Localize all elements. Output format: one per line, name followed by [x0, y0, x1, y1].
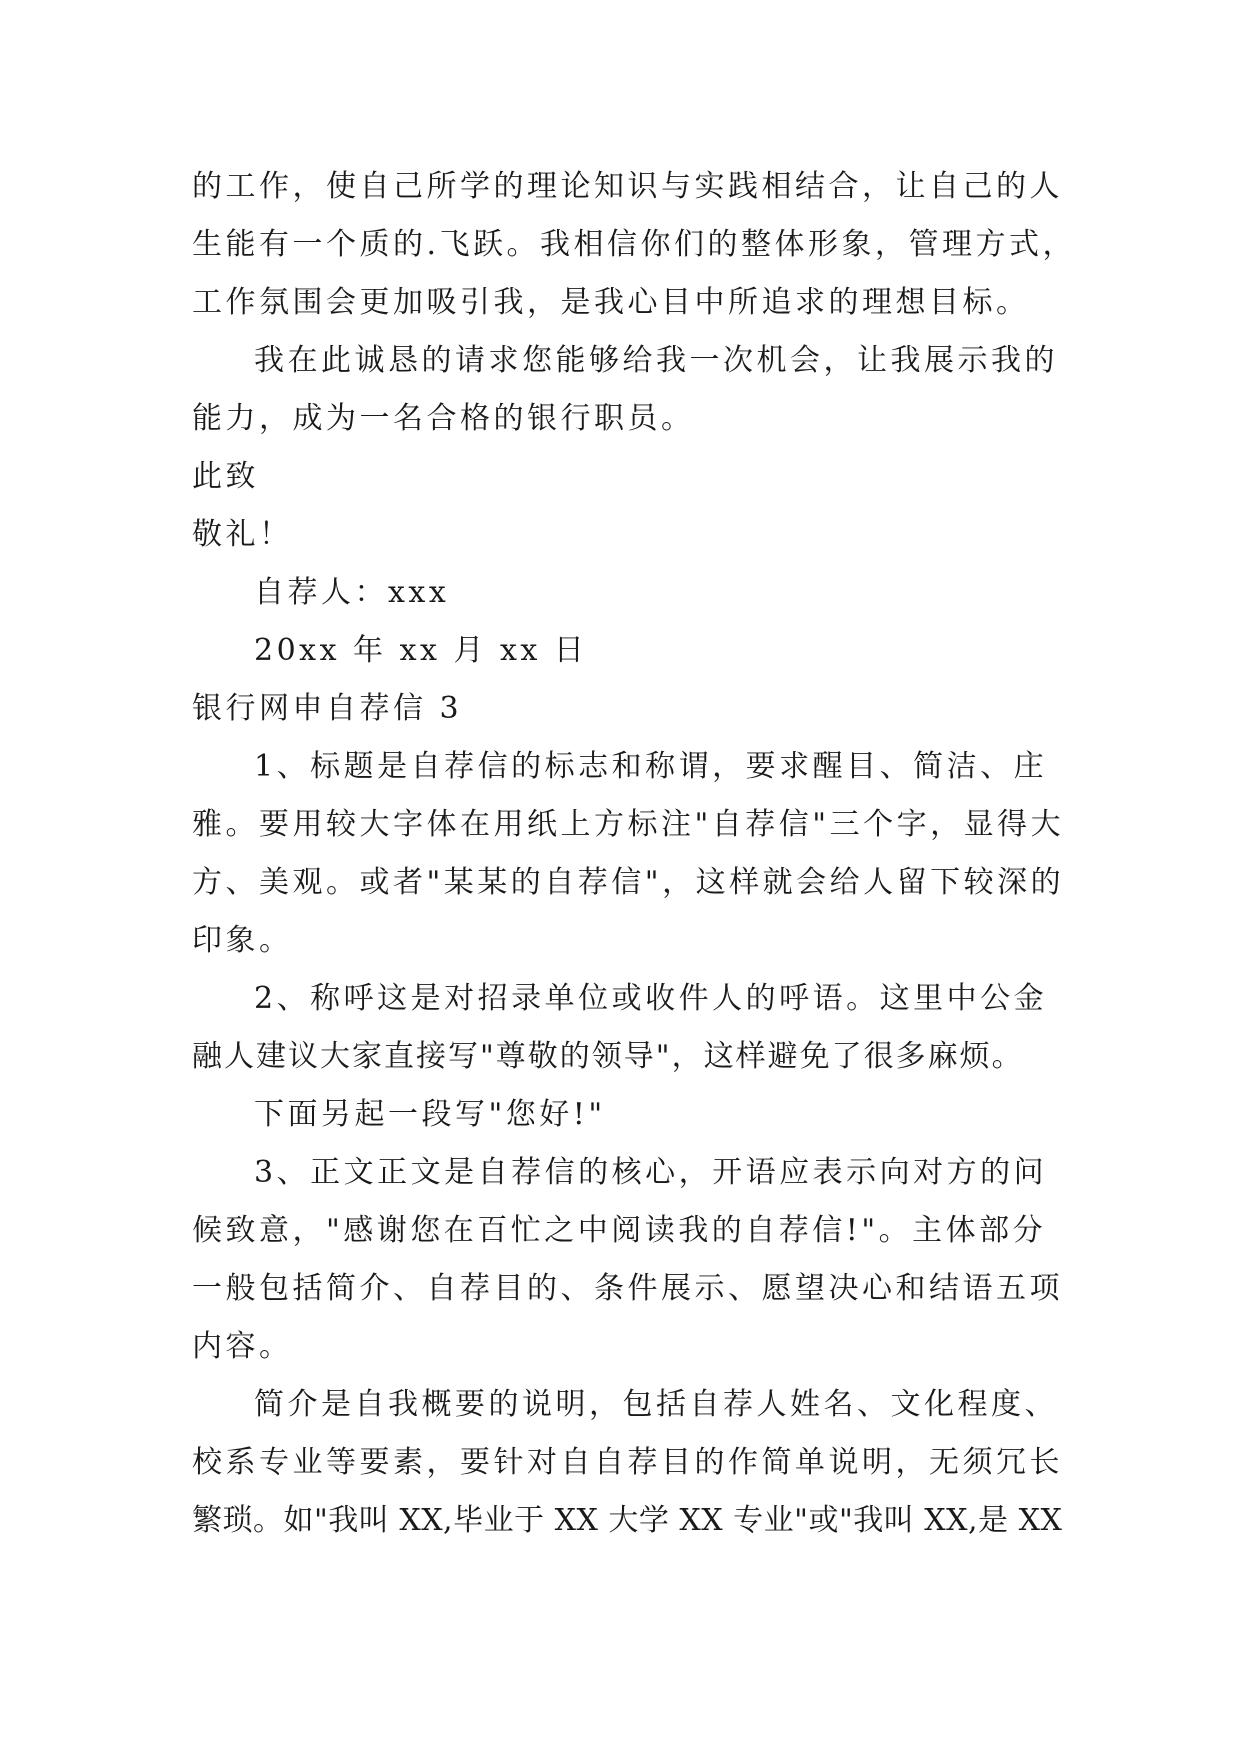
closing-line: 敬礼！: [192, 517, 293, 552]
paragraph-line: 内容。: [192, 1329, 293, 1364]
paragraph-line: 候致意，"感谢您在百忙之中阅读我的自荐信!"。主体部分: [192, 1213, 1047, 1248]
paragraph-line: 一般包括简介、自荐目的、条件展示、愿望决心和结语五项: [192, 1271, 1063, 1306]
paragraph-line: 下面另起一段写"您好!": [254, 1097, 606, 1132]
paragraph-line: 印象。: [192, 923, 293, 958]
paragraph-line: 1、标题是自荐信的标志和称谓，要求醒目、简洁、庄: [254, 749, 1048, 784]
paragraph-line: 3、正文正文是自荐信的核心，开语应表示向对方的问: [254, 1155, 1048, 1190]
date-line: 20xx 年 xx 月 xx 日: [254, 633, 588, 668]
paragraph-line: 的工作，使自己所学的理论知识与实践相结合，让自己的人: [192, 169, 1063, 204]
closing-line: 此致: [192, 459, 259, 494]
paragraph-line: 繁琐。如"我叫 XX,毕业于 XX 大学 XX 专业"或"我叫 XX,是 XX: [192, 1503, 1063, 1538]
paragraph-line: 2、称呼这是对招录单位或收件人的呼语。这里中公金: [254, 981, 1048, 1016]
paragraph-line: 校系专业等要素，要针对自自荐目的作简单说明，无须冗长: [192, 1445, 1063, 1480]
paragraph-line: 工作氛围会更加吸引我，是我心目中所追求的理想目标。: [192, 285, 1030, 320]
paragraph-line: 雅。要用较大字体在用纸上方标注"自荐信"三个字，显得大: [192, 807, 1065, 842]
signature-line: 自荐人：xxx: [254, 575, 450, 610]
paragraph-line: 简介是自我概要的说明，包括自荐人姓名、文化程度、: [254, 1387, 1058, 1422]
section-title: 银行网申自荐信 3: [192, 691, 463, 726]
paragraph-line: 方、美观。或者"某某的自荐信"，这样就会给人留下较深的: [192, 865, 1065, 900]
paragraph-line: 生能有一个质的.飞跃。我相信你们的整体形象，管理方式，: [192, 227, 1077, 262]
paragraph-line: 我在此诚恳的请求您能够给我一次机会，让我展示我的: [254, 343, 1058, 378]
paragraph-line: 融人建议大家直接写"尊敬的领导"，这样避免了很多麻烦。: [192, 1039, 1024, 1074]
paragraph-line: 能力，成为一名合格的银行职员。: [192, 401, 695, 436]
